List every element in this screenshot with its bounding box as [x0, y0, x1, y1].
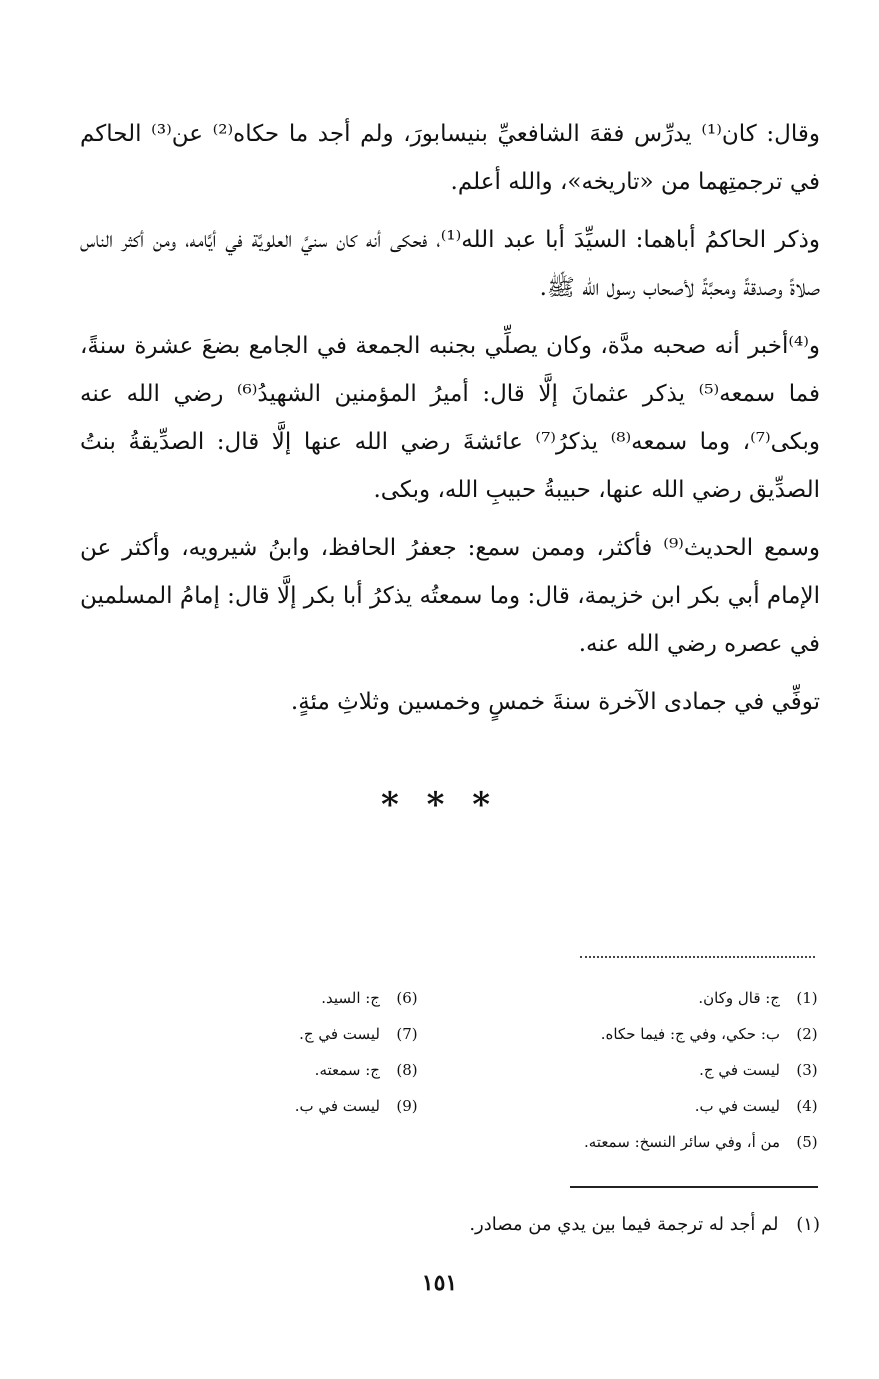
note-number: (7) — [396, 1025, 418, 1043]
note-number: (8) — [396, 1061, 418, 1079]
footnote-rule — [570, 1186, 818, 1188]
note-number: (5) — [796, 1133, 818, 1151]
note-text: ج: سمعته. — [314, 1061, 380, 1079]
variant-notes-left — [160, 980, 420, 1124]
note-number: (1) — [796, 989, 818, 1007]
main-text — [80, 110, 820, 736]
note-text: ليست في ب. — [694, 1097, 780, 1115]
note-text: ب: حكي، وفي ج: فيما حكاه. — [600, 1025, 780, 1043]
footnote-number: (١) — [796, 1214, 820, 1235]
note-text: ج: قال وكان. — [698, 989, 780, 1007]
note-text: ليست في ج. — [299, 1025, 380, 1043]
note-number: (9) — [396, 1097, 418, 1115]
paragraph-5: توفِّي في جمادى الآخرة سنةَ خمسٍ وخمسين وثلاثِ مئةٍ. — [290, 689, 820, 715]
note-text: من أ، وفي سائر النسخ: سمعته. — [583, 1133, 780, 1151]
variant-note — [160, 1088, 420, 1124]
page-number: ١٥١ — [421, 1270, 458, 1296]
note-number: (2) — [796, 1025, 818, 1043]
note-text: ليست في ب. — [294, 1097, 380, 1115]
variant-notes-right — [470, 980, 820, 1160]
footnote-text: لم أجد له ترجمة فيما بين يدي من مصادر. — [469, 1214, 779, 1235]
paragraph-1: وقال: كان⁽¹⁾ يدرِّس فقهَ الشافعيِّ بنيسابورَ، ولم أجد ما حكاه⁽²⁾ عن⁽³⁾ الحاكم في ترجمتِهما من «تاريخه»، والله أعلم. — [80, 121, 820, 195]
footnote — [150, 1205, 820, 1245]
note-number: (4) — [796, 1097, 818, 1115]
variant-note — [470, 980, 820, 1016]
paragraph-3: و⁽⁴⁾أخبر أنه صحبه مدَّة، وكان يصلِّي بجنبه الجمعة في الجامع بضعَ عشرة سنةً، فما سمعه⁽⁵⁾ يذكر عثمانَ إلَّا قال: أميرُ المؤمنين الشهيدُ⁽⁶⁾ رضي الله عنه وبكى⁽⁷⁾، وما سمعه⁽⁸⁾ يذكرُ⁽⁷⁾ عائشةَ رضي الله عنها إلَّا قال: الصدِّيقةُ بنتُ الصدِّيق رضي الله عنها، حبيبةُ حبيبِ الله، وبكى. — [80, 333, 821, 503]
variant-note — [160, 980, 420, 1016]
variant-note — [160, 1052, 420, 1088]
note-number: (6) — [396, 989, 418, 1007]
section-separator: * * * — [380, 785, 498, 825]
variant-note — [470, 1016, 820, 1052]
note-number: (3) — [796, 1061, 818, 1079]
variant-note — [470, 1088, 820, 1124]
note-text: ليست في ج. — [699, 1061, 780, 1079]
paragraph-4: وسمع الحديث⁽⁹⁾ فأكثر، وممن سمع: جعفرُ الحافظ، وابنُ شيرويه، وأكثر عن الإمام أبي بكر ابن خزيمة، قال: وما سمعتُه يذكرُ أبا بكر إلَّا قال: إمامُ المسلمين في عصره رضي الله عنه. — [80, 535, 820, 657]
variant-note — [160, 1016, 420, 1052]
variant-note — [470, 1052, 820, 1088]
note-text: ج: السيد. — [321, 989, 380, 1007]
paragraph-2: وذكر الحاكمُ أباهما: السيِّدَ أبا عبد الله⁽¹⁾، فحكى أنه كان سنيَّ العلويَّة في أيَّامه، ومن أكثر الناس صلاةً وصدقةً ومحبَّةً لأصحاب رسول الله ﷺ. — [80, 227, 820, 301]
variant-note — [470, 1124, 820, 1160]
dotted-divider — [580, 956, 815, 958]
